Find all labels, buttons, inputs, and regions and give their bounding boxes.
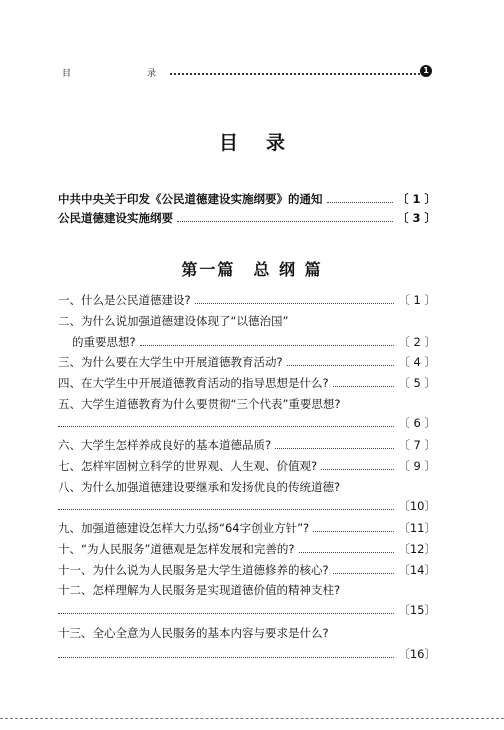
toc-page: 〔 7 〕	[398, 438, 436, 452]
toc-page: 〔 2 〕	[398, 335, 436, 349]
toc-page: 〔11〕	[398, 521, 436, 535]
toc-entry-continuation[interactable]	[58, 602, 436, 618]
dot-leader	[299, 552, 395, 553]
toc-page: 〔 5 〕	[398, 376, 436, 390]
toc-label: 九、加强道德建设怎样大力弘扬“64字创业方针”?	[58, 521, 310, 535]
dot-leader	[140, 345, 395, 346]
toc-entry-continuation[interactable]	[58, 646, 436, 662]
toc-page: 〔 1 〕	[396, 192, 436, 206]
dot-leader	[58, 509, 394, 510]
toc-label: 十、“为人民服务”道德观是怎样发展和完善的?	[58, 542, 295, 556]
toc-page: 〔 3 〕	[396, 211, 436, 225]
toc-label: 中共中央关于印发《公民道德建设实施纲要》的通知	[58, 192, 323, 206]
running-header	[62, 66, 434, 82]
dot-leader	[195, 303, 395, 304]
toc-entry[interactable]	[58, 375, 436, 391]
page-bottom-edge	[0, 718, 504, 719]
toc-page: 〔10〕	[398, 499, 436, 513]
section-title: 第一篇 总 纲 篇	[181, 260, 323, 279]
header-dot-leader	[170, 73, 420, 75]
toc-entry[interactable]	[58, 520, 436, 536]
toc-label: 十三、全心全意为人民服务的基本内容与要求是什么?	[58, 626, 329, 640]
toc-page: 〔 9 〕	[398, 459, 436, 473]
dot-leader	[58, 657, 394, 658]
toc-page: 〔16〕	[398, 647, 436, 661]
toc-entry-continuation[interactable]	[72, 334, 436, 350]
toc-entry[interactable]	[58, 354, 436, 370]
toc-page: 〔15〕	[398, 603, 436, 617]
toc-label: 三、为什么要在大学生中开展道德教育活动?	[58, 355, 283, 369]
toc-page: 〔 1 〕	[398, 293, 436, 307]
dot-leader	[313, 531, 394, 532]
toc-entry-continuation[interactable]	[58, 498, 436, 514]
header-left-char: 目	[62, 69, 72, 79]
toc-entry[interactable]	[58, 458, 436, 474]
toc-label: 二、为什么说加强道德建设体现了“以德治国”	[58, 314, 289, 328]
toc-entry[interactable]	[58, 396, 436, 412]
dot-leader	[177, 221, 393, 222]
toc-label: 一、什么是公民道德建设?	[58, 293, 191, 307]
dot-leader	[58, 426, 394, 427]
toc-label: 十二、怎样理解为人民服务是实现道德价值的精神支柱?	[58, 583, 341, 597]
dot-leader	[287, 365, 395, 366]
toc-page: 〔14〕	[398, 563, 436, 577]
toc-entry[interactable]	[58, 292, 436, 308]
toc-entry[interactable]	[58, 437, 436, 453]
toc-label: 八、为什么加强道德建设要继承和发扬优良的传统道德?	[58, 480, 341, 494]
toc-page: 〔 4 〕	[398, 355, 436, 369]
dot-leader	[333, 386, 395, 387]
toc-label: 四、在大学生中开展道德教育活动的指导思想是什么?	[58, 376, 329, 390]
toc-entry[interactable]	[58, 541, 436, 557]
toc-entry[interactable]	[58, 313, 436, 329]
toc-entry-continuation[interactable]	[58, 415, 436, 431]
toc-entry[interactable]	[58, 582, 436, 598]
dot-leader	[333, 573, 395, 574]
toc-label: 六、大学生怎样养成良好的基本道德品质?	[58, 438, 272, 452]
page-title: 目录	[218, 132, 313, 154]
toc-intro-row[interactable]	[58, 191, 436, 207]
toc-entry[interactable]	[58, 625, 436, 641]
dot-leader	[321, 469, 394, 470]
toc-label: 公民道德建设实施纲要	[58, 211, 173, 225]
toc-page: 〔 6 〕	[398, 416, 436, 430]
toc-entry[interactable]	[58, 562, 436, 578]
dot-leader	[275, 448, 394, 449]
dot-leader	[58, 613, 394, 614]
header-middle-char: 录	[147, 69, 157, 79]
dot-leader	[327, 202, 393, 203]
header-page-number: 1	[420, 65, 432, 77]
toc-label: 的重要思想?	[72, 335, 136, 349]
toc-entry[interactable]	[58, 479, 436, 495]
toc-label: 十一、为什么说为人民服务是大学生道德修养的核心?	[58, 563, 329, 577]
toc-label: 七、怎样牢固树立科学的世界观、人生观、价值观?	[58, 459, 318, 473]
toc-page: 〔12〕	[398, 542, 436, 556]
toc-intro-row[interactable]	[58, 210, 436, 226]
toc-label: 五、大学生道德教育为什么要贯彻“三个代表”重要思想?	[58, 397, 341, 411]
